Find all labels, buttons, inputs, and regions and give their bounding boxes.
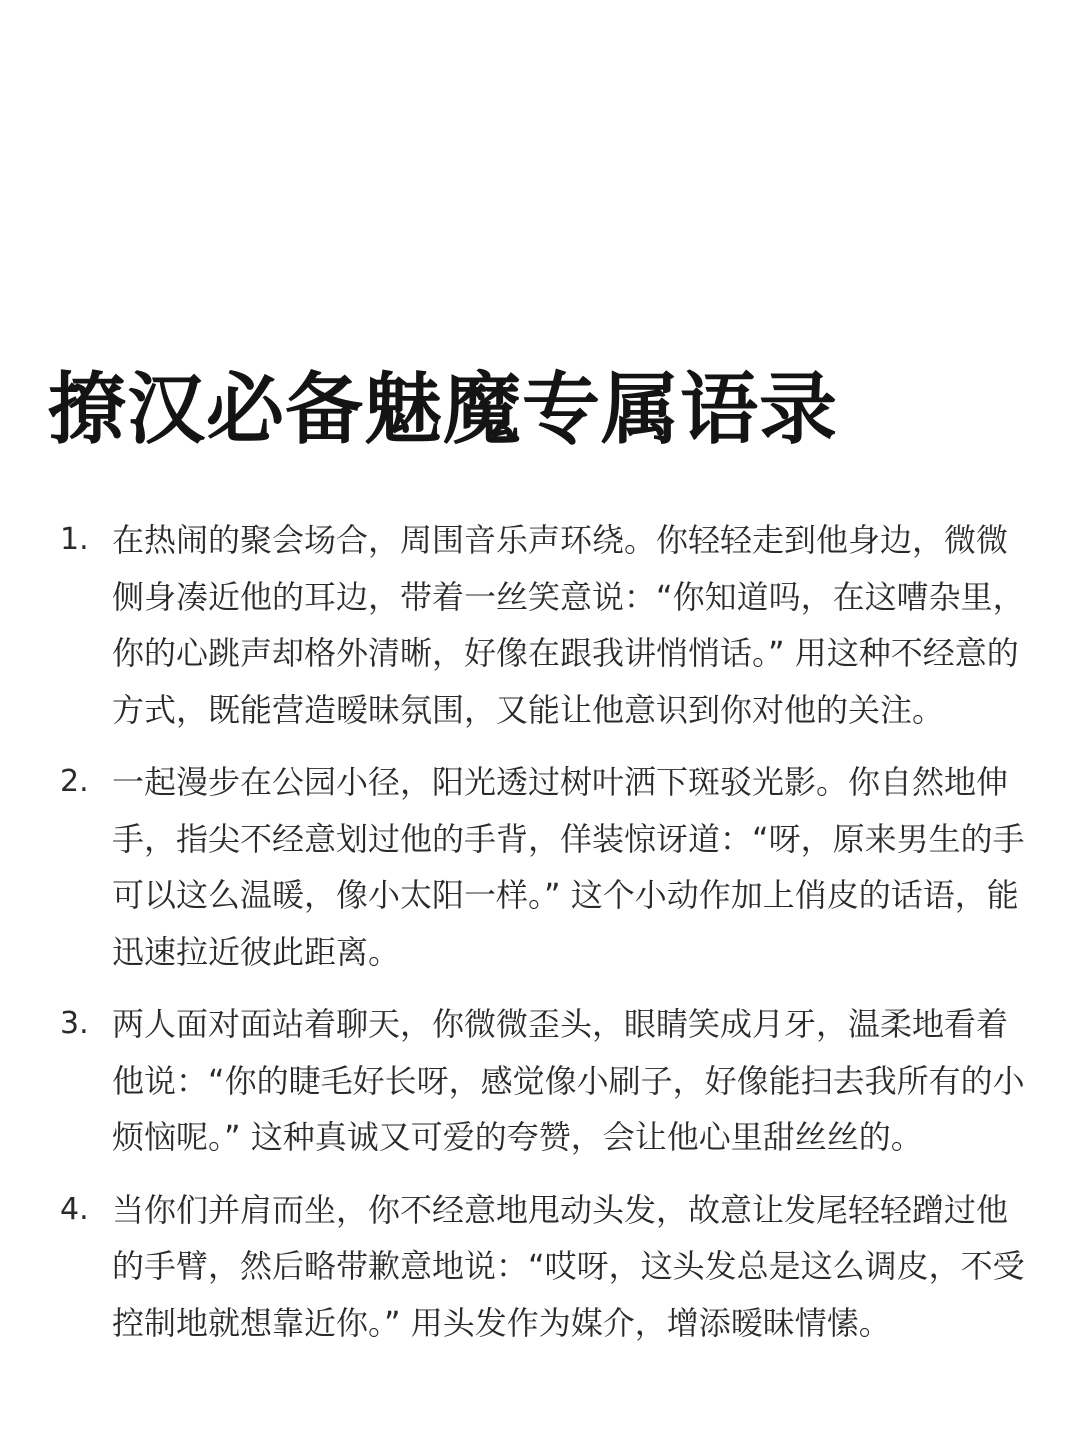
item-text: 一起漫步在公园小径，阳光透过树叶洒下斑驳光影。你自然地伸手，指尖不经意划过他的手背，佯装惊讶道：“呀，原来男生的手可以这么温暖，像小太阳一样。” 这个小动作加上俏皮的话语，能迅速拉近彼此距离。 (112, 763, 1025, 971)
item-number: 1. (60, 522, 89, 557)
list-item (60, 1182, 1030, 1352)
list-item (60, 512, 1030, 738)
list-item (60, 754, 1030, 980)
item-number: 2. (60, 764, 89, 799)
item-text: 两人面对面站着聊天，你微微歪头，眼睛笑成月牙，温柔地看着他说：“你的睫毛好长呀，感觉像小刷子，好像能扫去我所有的小烦恼呢。” 这种真诚又可爱的夸赞，会让他心里甜丝丝的。 (112, 1005, 1025, 1156)
list-item (60, 996, 1030, 1166)
item-number: 4. (60, 1191, 89, 1227)
item-number: 3. (60, 1006, 89, 1041)
item-text: 在热闹的聚会场合，周围音乐声环绕。你轻轻走到他身边，微微侧身凑近他的耳边，带着一丝笑意说：“你知道吗，在这嘈杂里，你的心跳声却格外清晰，好像在跟我讲悄悄话。” 用这种不经意的方式，既能营造暧昧氛围，又能让他意识到你对他的关注。 (112, 521, 1025, 729)
item-text: 当你们并肩而坐，你不经意地甩动头发，故意让发尾轻轻蹭过他的手臂，然后略带歉意地说：“哎呀，这头发总是这么调皮，不受控制地就想靠近你。” 用头发作为媒介，增添暧昧情愫。 (112, 1190, 1025, 1342)
quote-list (60, 512, 1030, 1367)
page-title: 撩汉必备魅魔专属语录 (48, 365, 839, 455)
